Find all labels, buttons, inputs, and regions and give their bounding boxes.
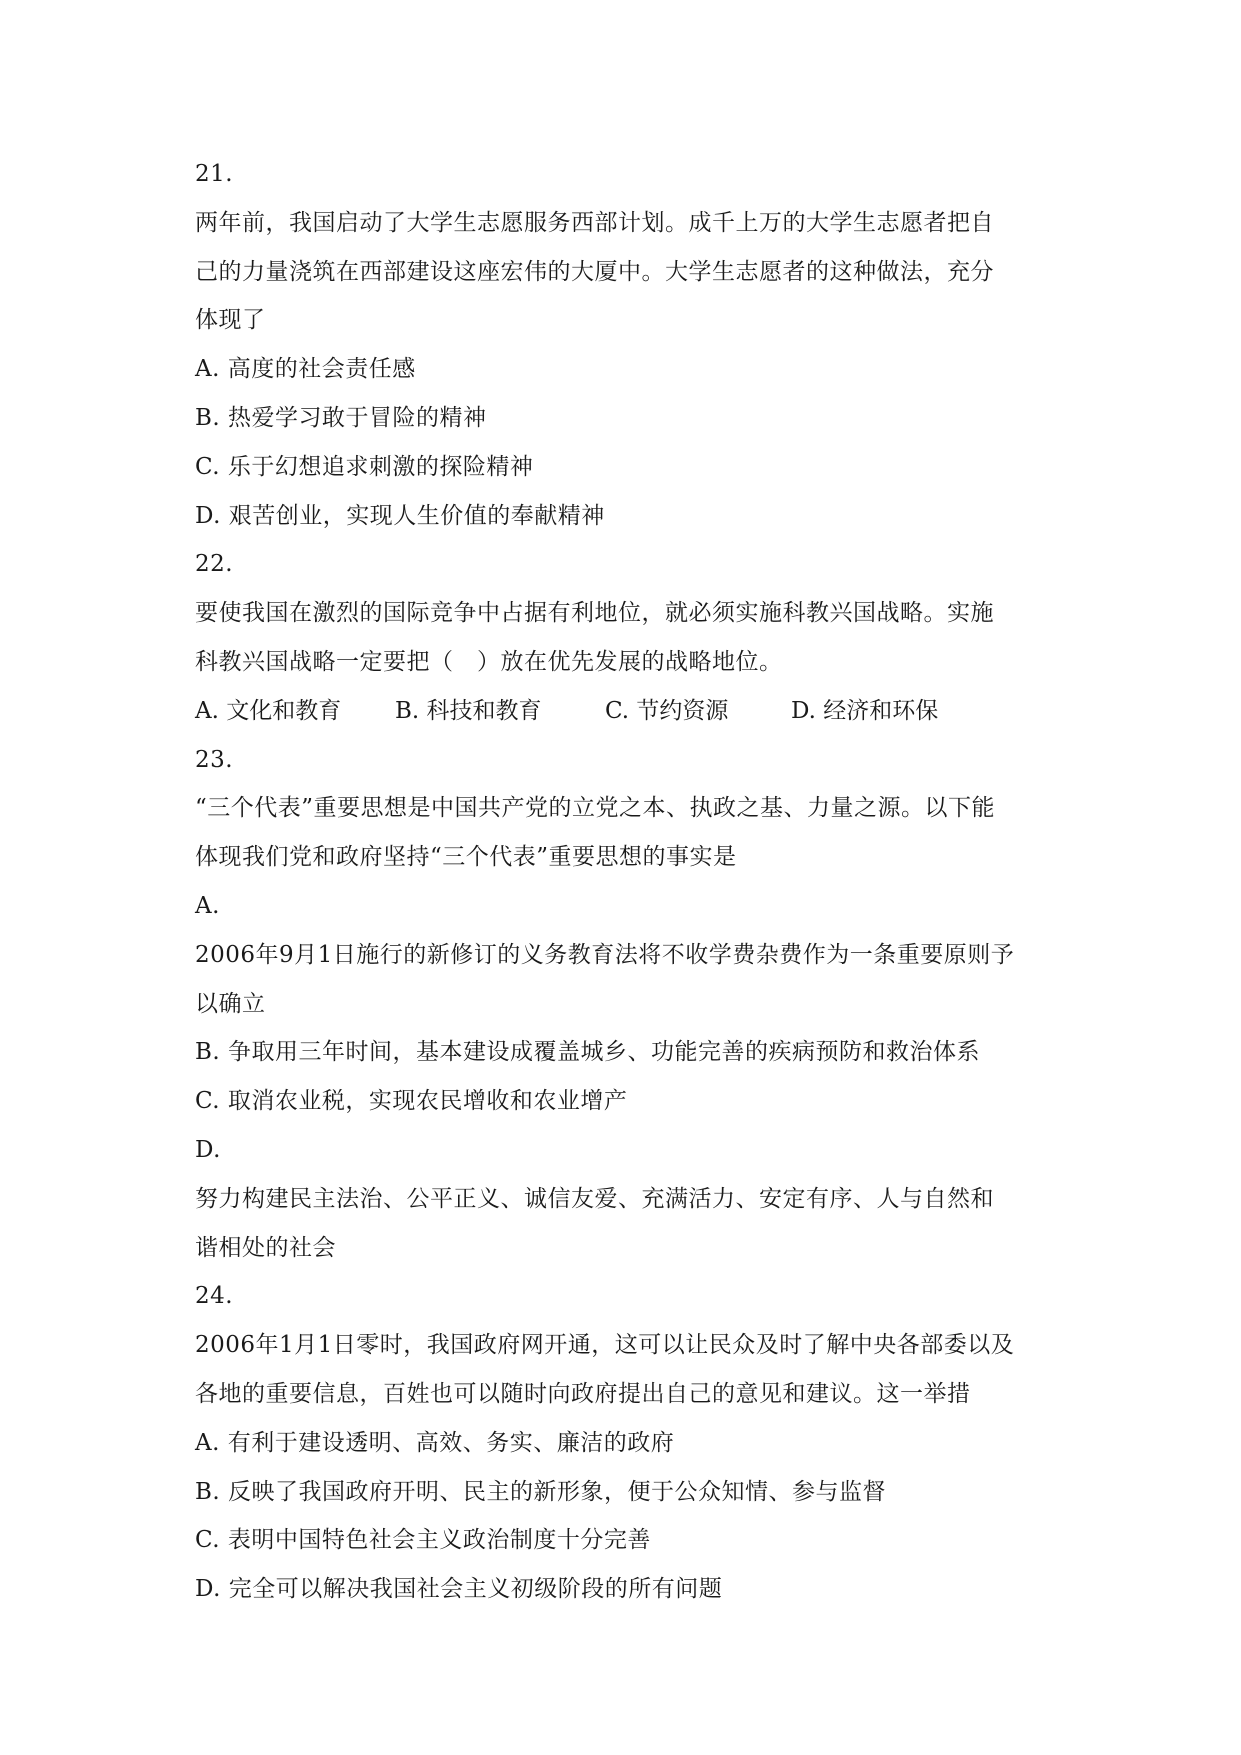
question-stem-line: 两年前，我国启动了大学生志愿服务西部计划。成千上万的大学生志愿者把自 (195, 209, 994, 236)
question-number: 23. (195, 746, 234, 773)
option-a-text: 以确立 (195, 990, 266, 1017)
option-d: D. 经济和环保 (791, 697, 939, 724)
option-c: C. 表明中国特色社会主义政治制度十分完善 (195, 1527, 651, 1554)
option-a-text: 2006年9月1日施行的新修订的义务教育法将不收学费杂费作为一条重要原则予 (195, 941, 1015, 968)
option-b: B. 争取用三年时间，基本建设成覆盖城乡、功能完善的疾病预防和救治体系 (195, 1039, 981, 1066)
option-a: A. 有利于建设透明、高效、务实、廉洁的政府 (195, 1429, 675, 1456)
option-d: D. 完全可以解决我国社会主义初级阶段的所有问题 (195, 1576, 723, 1603)
question-21 (195, 150, 1055, 540)
option-a: A. 文化和教育 (195, 697, 342, 724)
question-number: 21. (195, 161, 234, 187)
question-stem-line: 科教兴国战略一定要把（ ）放在优先发展的战略地位。 (195, 648, 783, 675)
option-b: B. 反映了我国政府开明、民主的新形象，便于公众知情、参与监督 (195, 1478, 887, 1505)
option-a-label: A. (195, 892, 220, 919)
option-a: A. 高度的社会责任感 (195, 356, 416, 383)
option-c: C. 乐于幻想追求刺激的探险精神 (195, 453, 534, 480)
option-d-label: D. (195, 1136, 221, 1163)
question-stem-line: 己的力量浇筑在西部建设这座宏伟的大厦中。大学生志愿者的这种做法，充分 (195, 258, 994, 285)
option-b: B. 热爱学习敢于冒险的精神 (195, 404, 487, 431)
question-stem-line: 各地的重要信息，百姓也可以随时向政府提出自己的意见和建议。这一举措 (195, 1380, 971, 1407)
question-stem-line: 2006年1月1日零时，我国政府网开通，这可以让民众及时了解中央各部委以及 (195, 1332, 1015, 1359)
option-b: B. 科技和教育 (395, 697, 542, 724)
option-d: D. 艰苦创业，实现人生价值的奉献精神 (195, 502, 605, 529)
inline-options-row (195, 687, 1055, 736)
question-23 (195, 736, 1055, 1273)
question-22 (195, 540, 1055, 735)
question-stem-line: 要使我国在激烈的国际竞争中占据有利地位，就必须实施科教兴国战略。实施 (195, 600, 994, 627)
question-stem-line: “三个代表”重要思想是中国共产党的立党之本、执政之基、力量之源。以下能 (195, 795, 996, 822)
question-stem-line: 体现了 (195, 307, 266, 334)
option-d-text: 努力构建民主法治、公平正义、诚信友爱、充满活力、安定有序、人与自然和 (195, 1185, 994, 1212)
question-stem-line: 体现我们党和政府坚持“三个代表”重要思想的事实是 (195, 844, 737, 871)
question-24 (195, 1272, 1055, 1614)
option-c: C. 节约资源 (605, 697, 729, 724)
option-d-text: 谐相处的社会 (195, 1234, 336, 1261)
question-number: 22. (195, 551, 234, 578)
exam-page (195, 150, 1055, 1614)
question-number: 24. (195, 1283, 234, 1310)
option-c: C. 取消农业税，实现农民增收和农业增产 (195, 1088, 628, 1115)
